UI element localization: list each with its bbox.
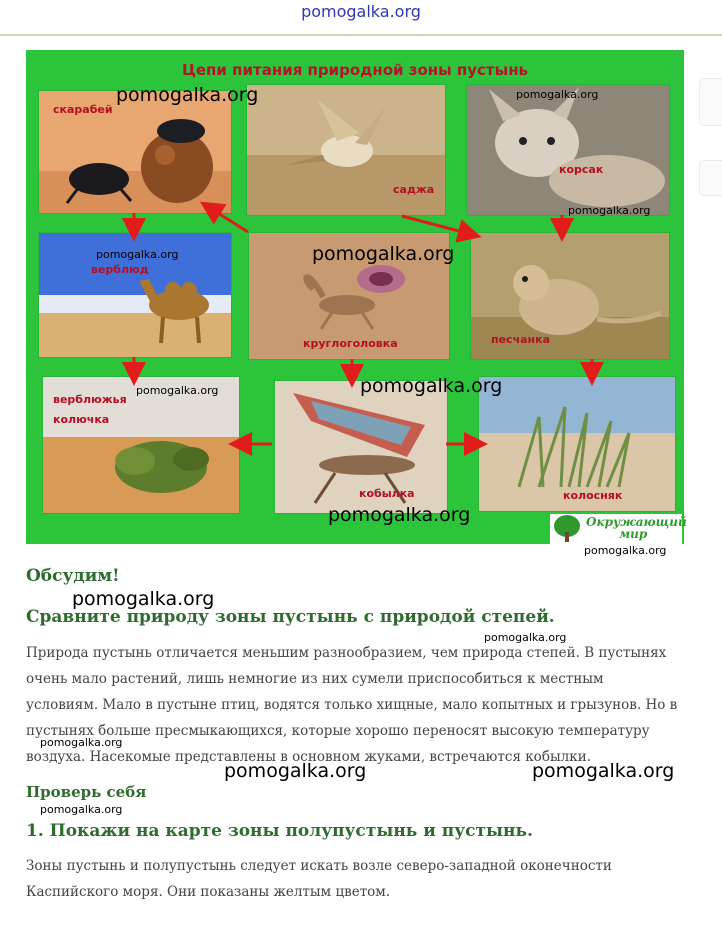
- camel-thorn-label-line1: верблюжья: [53, 393, 127, 406]
- top-bar: [0, 0, 722, 36]
- comparison-paragraph: Природа пустынь отличается меньшим разнообразием, чем природа степей. В пустынях очень мало растений, лишь немногие из них сумели приспособиться к местным условиям. Мало в пустыне птиц, водятся только хищные, мало копытных и грызунов. Но в пустынях больше пресмыкающихся, которые хорошо переносят высокую температуру воздуха. Насекомые представлены в основном жуками, встречаются кобылки.: [26, 645, 678, 765]
- watermark: pomogalka.org: [40, 803, 123, 816]
- logo-line2: мир: [618, 527, 648, 541]
- watermark: pomogalka.org: [96, 248, 179, 261]
- watermark: pomogalka.org: [224, 760, 367, 782]
- watermark: pomogalka.org: [136, 384, 219, 397]
- watermark: pomogalka.org: [568, 204, 651, 217]
- scarab-label: скарабей: [53, 103, 113, 116]
- korsak-label: корсак: [559, 163, 604, 176]
- kruglogolovka-label: круглоголовка: [303, 337, 398, 350]
- discuss-heading: Обсудим!: [26, 566, 120, 586]
- food-chain-poster: [26, 50, 687, 544]
- task-heading: 1. Покажи на карте зоны полупустынь и пустынь.: [26, 821, 533, 841]
- sadzha-label: саджа: [393, 183, 435, 196]
- watermark: pomogalka.org: [72, 588, 215, 610]
- watermark: pomogalka.org: [484, 631, 567, 644]
- tree-icon: [550, 514, 584, 544]
- watermark: pomogalka.org: [516, 88, 599, 101]
- side-tab[interactable]: [699, 160, 722, 196]
- compare-heading: Сравните природу зоны пустынь с природой степей.: [26, 607, 555, 627]
- watermark: pomogalka.org: [40, 736, 123, 749]
- watermark: pomogalka.org: [360, 375, 503, 397]
- watermark: pomogalka.org: [532, 760, 675, 782]
- kobylka-label: кобылка: [359, 487, 415, 500]
- watermark: pomogalka.org: [312, 243, 455, 265]
- camel-label: верблюд: [91, 263, 149, 276]
- answer-paragraph: Зоны пустынь и полупустынь следует искать возле северо-западной оконечности Каспийского моря. Они показаны желтым цветом.: [26, 858, 612, 900]
- side-tab[interactable]: [699, 78, 722, 126]
- watermark: pomogalka.org: [584, 544, 667, 557]
- watermark: pomogalka.org: [328, 504, 471, 526]
- kolosnyak-label: колосняк: [563, 489, 623, 502]
- watermark: pomogalka.org: [116, 84, 259, 106]
- logo-line1: Окружающий: [586, 515, 687, 529]
- okruzhayushchiy-mir-logo: [550, 514, 687, 544]
- peschanka-label: песчанка: [491, 333, 551, 346]
- camel-thorn-label-line2: колючка: [53, 413, 110, 426]
- poster-title: Цепи питания природной зоны пустынь: [181, 61, 529, 79]
- site-title-link[interactable]: pomogalka.org: [301, 2, 421, 21]
- food-chain-arrows: [26, 50, 687, 544]
- check-yourself-heading: Проверь себя: [26, 783, 147, 801]
